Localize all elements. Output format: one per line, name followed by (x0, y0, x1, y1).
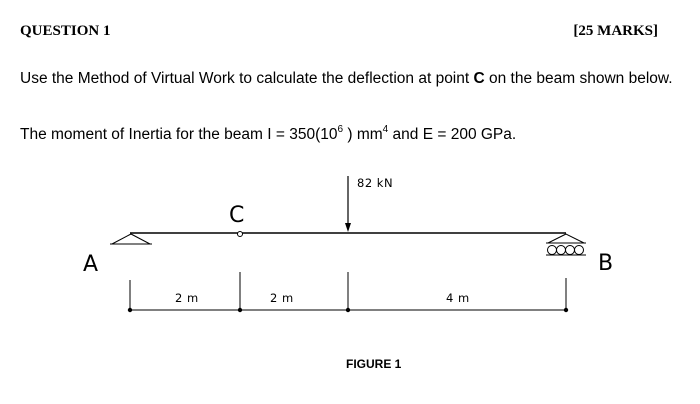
load-arrow (345, 176, 351, 232)
question-marks: [25 MARKS] (573, 23, 658, 39)
modulus-text: and E = 200 GPa. (388, 126, 517, 143)
label-a: A (83, 252, 99, 277)
load-label: 82 kN (357, 176, 394, 190)
figure-caption: FIGURE 1 (346, 357, 402, 371)
question-title: QUESTION 1 (20, 23, 111, 39)
instruction-text-end: on the beam shown below. (484, 70, 673, 87)
dimension-label-2: 2 m (270, 291, 294, 305)
exponent-4: 4 (382, 123, 389, 135)
exponent-6: 6 (337, 123, 344, 135)
label-b: B (598, 251, 614, 276)
instruction-paragraph-1 (20, 68, 685, 90)
dimension-label-1: 2 m (175, 291, 199, 305)
dimension-label-3: 4 m (446, 291, 470, 305)
instruction-text: Use the Method of Virtual Work to calculate the deflection at point (20, 70, 474, 87)
instruction-paragraph-2 (20, 124, 516, 146)
pin-support-a (110, 234, 152, 244)
point-c-reference: C (473, 70, 485, 87)
inertia-unit-text: ) mm (343, 126, 383, 143)
inertia-text: The moment of Inertia for the beam I = 350(10 (20, 126, 338, 143)
point-c-marker (238, 232, 243, 237)
label-c: C (229, 203, 245, 228)
roller-support-b (546, 234, 586, 255)
beam-diagram (0, 160, 700, 350)
